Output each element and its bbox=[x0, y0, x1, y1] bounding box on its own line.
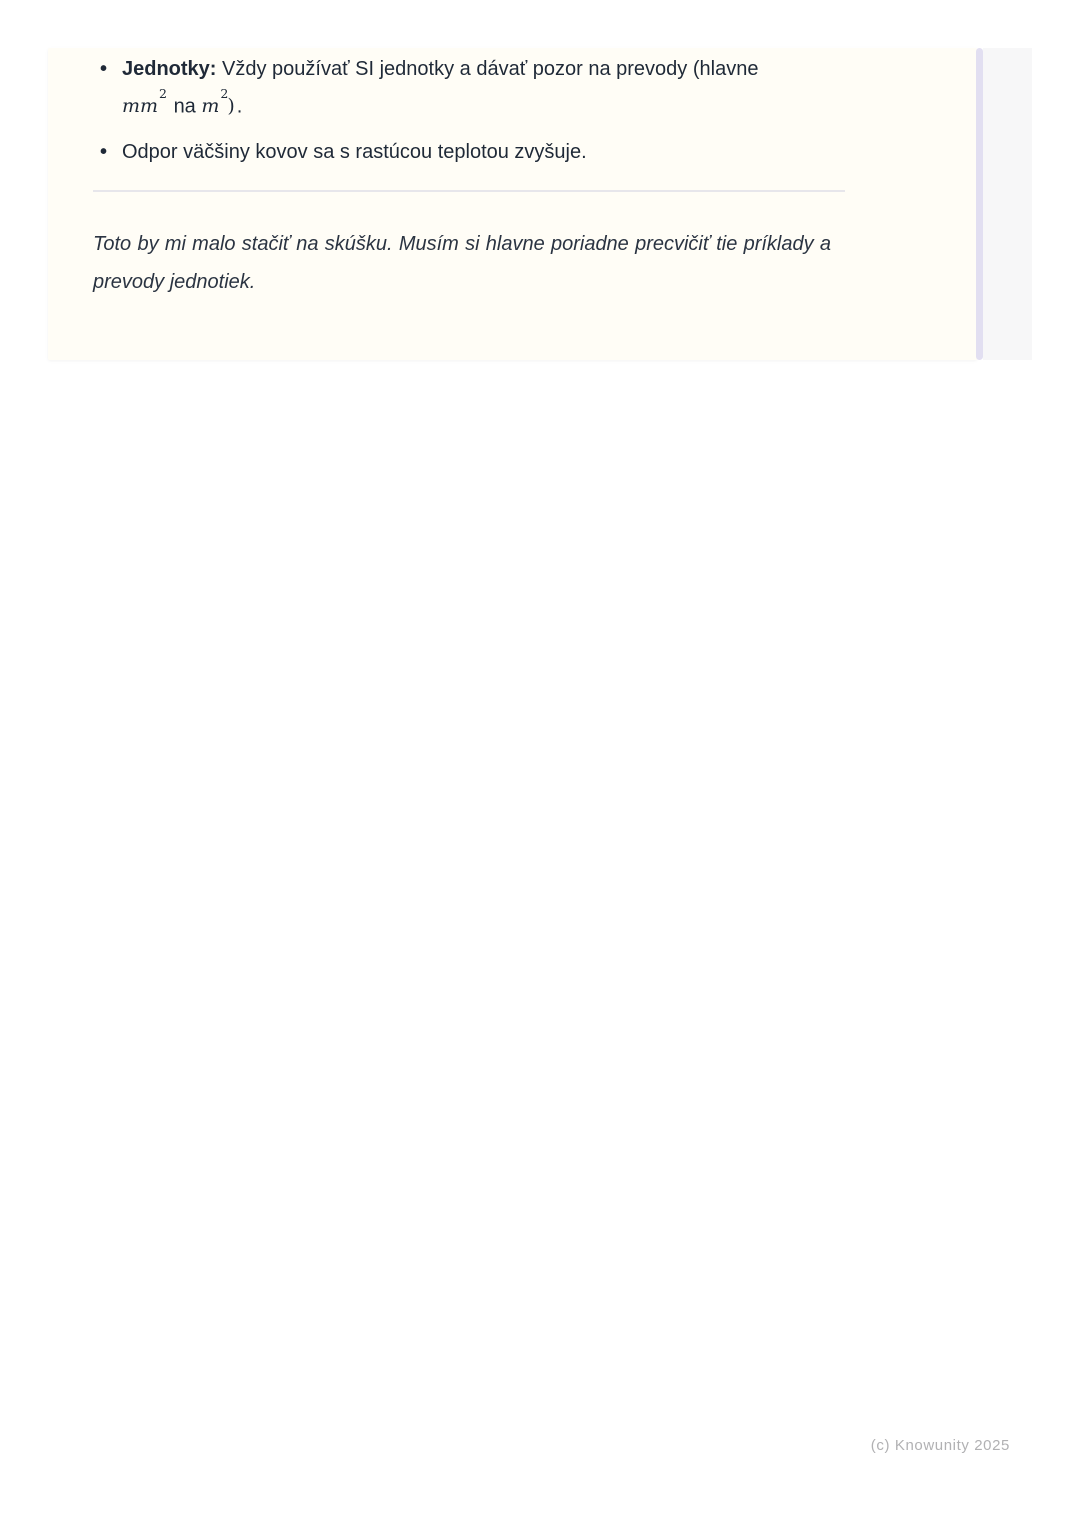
math-base: mm bbox=[122, 95, 159, 118]
list-item-text: Vždy používať SI jednotky a dávať pozor na prevody (hlavne bbox=[222, 58, 759, 80]
list-item-text: . bbox=[236, 95, 243, 118]
math-base: m bbox=[201, 95, 220, 118]
copyright-notice: (c) Knowunity 2025 bbox=[870, 1437, 1010, 1454]
math-expression bbox=[201, 86, 235, 118]
list-item bbox=[98, 137, 798, 168]
list-item-text: na bbox=[173, 95, 196, 118]
viewer-side-panel bbox=[983, 48, 1032, 360]
math-superscript: 2 bbox=[220, 86, 229, 101]
document-page bbox=[48, 48, 977, 360]
bullet-list bbox=[98, 54, 798, 168]
note-paragraph: Toto by mi malo stačiť na skúšku. Musím si hlavne poriadne precvičiť tie príklady a prevody jednotiek. bbox=[93, 233, 831, 293]
math-expression bbox=[122, 86, 167, 118]
bold-term: Jednotky: bbox=[122, 58, 217, 80]
list-item bbox=[98, 54, 798, 122]
horizontal-divider bbox=[93, 190, 845, 192]
math-close-paren: ) bbox=[227, 95, 235, 118]
scrollbar-thumb[interactable] bbox=[976, 48, 983, 360]
list-item-text: Odpor väčšiny kovov sa s rastúcou teplotou zvyšuje. bbox=[122, 141, 587, 164]
math-superscript: 2 bbox=[159, 86, 167, 101]
